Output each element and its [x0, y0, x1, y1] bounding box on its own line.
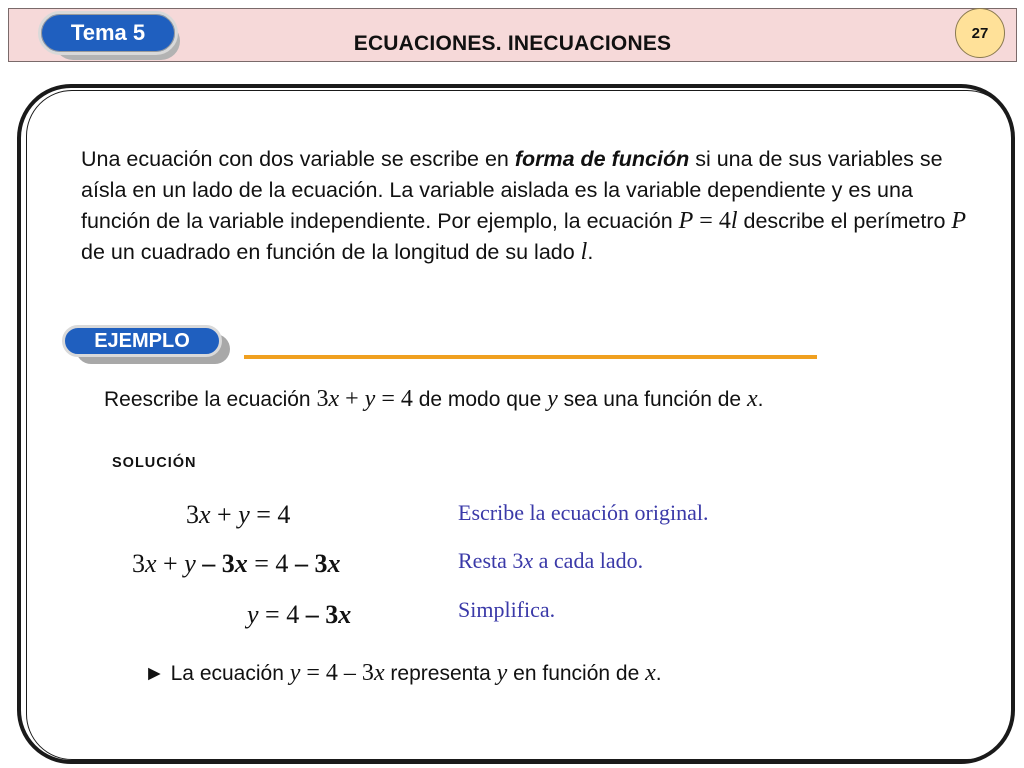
- intro-paragraph: Una ecuación con dos variable se escribe en forma de función si una de sus variables se aísla en un lado de la ecuación. La variable aislada es la variable dependiente y es una función de la variable independiente. Por ejemplo, la ecuación P = 4l describe el perímetro P de un cuadrado en función de la longitud de su lado l.: [81, 147, 967, 265]
- equation-step-2: 3x + y – 3x = 4 – 3x: [132, 549, 341, 578]
- slide-title: ECUACIONES. INECUACIONES: [353, 32, 672, 55]
- tema-badge: Tema 5: [38, 11, 178, 55]
- equation-step-3: y = 4 – 3x: [247, 600, 352, 629]
- step-note-1: Escribe la ecuación original.: [458, 500, 709, 525]
- solution-heading: SOLUCIÓN: [112, 455, 197, 471]
- conclusion: ► La ecuación y = 4 – 3x representa y en función de x.: [144, 660, 662, 686]
- example-badge: EJEMPLO: [62, 325, 222, 357]
- equation-step-1: 3x + y = 4: [186, 500, 291, 529]
- step-note-3: Simplifica.: [458, 597, 556, 622]
- example-underline: [244, 355, 817, 359]
- example-prompt: Reescribe la ecuación 3x + y = 4 de modo que y sea una función de x.: [104, 386, 764, 412]
- arrow-icon: ►: [144, 662, 165, 685]
- intro-emphasis: forma de función: [514, 147, 690, 171]
- step-note-2: Resta 3x a cada lado.: [458, 548, 644, 573]
- page-number: 27: [955, 8, 1005, 58]
